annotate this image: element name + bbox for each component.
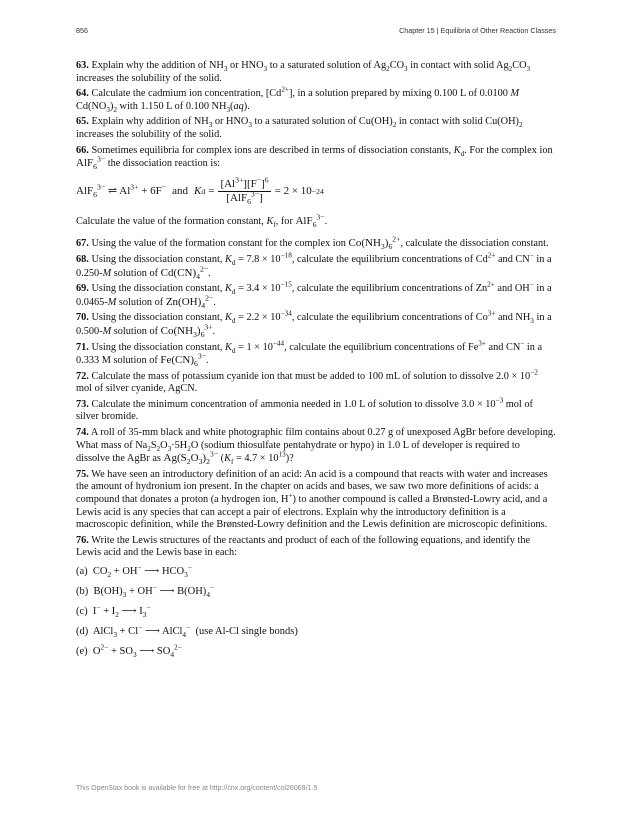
chapter-title: Chapter 15 | Equilibria of Other Reaction Classes: [399, 26, 556, 35]
page-header: [76, 26, 556, 40]
problem-75: 75. We have seen an introductory definition of an acid: An acid is a compound that reacts with water and increases the amount of hydronium ion present. In the chapter on acids and bases, we saw two more definitions of acids: a compound that donates a proton (a hydrogen ion, H+) to another compound is called a Brønsted-Lowry acid, and a Lewis acid is any species that can accept a pair of electrons. Explain why the introductory definition is a macroscopic definition, while the Brønsted-Lowry definition and the Lewis definition are microscopic definitions.: [76, 468, 548, 531]
lewis-c: (c) $I^- + I_2$ ⟶ $I_3^-$: [76, 602, 151, 620]
problem-73: 73. Calculate the minimum concentration of ammonia needed in 1.0 L of solution to dissolve $3.0 \times 10^{-3}$ mol of silver bromide.: [76, 396, 533, 423]
lewis-a: (a) $CO_2 + OH^-$ ⟶ $HCO_3^-$: [76, 562, 192, 580]
kd-fraction: $\frac{[Al^{3+}][F^-]^6}{[AlF_6^{3-}]}$: [220, 175, 269, 207]
problem-66-question: Calculate the value of the formation constant, $K_f$, for AlF$_6^{3-}$.: [76, 212, 328, 229]
problem-71: 71. Using the dissociation constant, $K_d = 1 \times 10^{-44}$, calculate the equilibrium concentrations of $Fe^{3+}$ and CN− in a 0.333 M solution of $Fe(CN)_6^{3-}$.: [76, 339, 543, 369]
problem-64: 64. Calculate the cadmium ion concentration, $[Cd^{2+}]$, in a solution prepared by mixing 0.100 L of 0.0100 M $Cd(NO_3)_2$ with 1.150 L of 0.100 $NH_3(aq)$.: [76, 85, 520, 114]
problem-74: 74. A roll of 35-mm black and white photographic film contains about 0.27 g of unexposed AgBr before developing. What mass of $Na_2S_2O_3\cdot 5H_2O$ (sodium thiosulfate pentahydrate or hypo) in 1.0 L of developer is required to dissolve the AgBr as $Ag(S_2O_3)_2^{3-}$ $(K_f = 4.7 \times 10^{13})$?: [76, 427, 556, 467]
problem-66: 66. Sometimes equilibria for complex ions are described in terms of dissociation constants, $K_d$. For the complex ion AlF$_6^{3-}$ the dissociation reaction is:: [76, 144, 553, 172]
lewis-e: (e) $O^{2-} + SO_3$ ⟶ $SO_4^{2-}$: [76, 642, 182, 660]
lewis-d: (d) AlCl$_3$ + Cl− ⟶ AlCl$_4$− (use Al-Cl single bonds): [76, 622, 298, 640]
dissociation-equation: AlF$_6^{3-}$ ⇌ $Al^{3+} + 6F^-$ and K d = $\frac{[Al^{3+}][F^-]^6}{[AlF_6^{3-}]}$ = 2 × 10 −24: [76, 175, 324, 207]
problem-67: 67. Using the value of the formation constant for the complex ion $Co(NH_3)_6^{2+}$, calculate the dissociation constant.: [76, 234, 549, 252]
problem-list: [76, 60, 556, 662]
problem-76: 76. Write the Lewis structures of the reactants and product of each of the following equations, and identify the Lewis acid and the Lewis base in each:: [76, 534, 531, 559]
problem-68: 68. Using the dissociation constant, $K_d = 7.8 \times 10^{-18}$, calculate the equilibrium concentrations of $Cd^{2+}$ and CN− in a 0.250-M solution of $Cd(CN)_4^{2-}$.: [76, 251, 552, 281]
lewis-b: (b) $B(OH)_3 + OH^-$ ⟶ $B(OH)_4^-$: [76, 582, 215, 600]
problem-72: 72. Calculate the mass of potassium cyanide ion that must be added to 100 mL of solution to dissolve $2.0 \times 10^{-2}$ mol of silver cyanide, AgCN.: [76, 368, 538, 395]
problem-63: 63. Explain why the addition of $NH_3$ or $HNO_3$ to a saturated solution of $Ag_2CO_3$ in contact with solid $Ag_2CO_3$ increases the solubility of the solid.: [76, 60, 531, 84]
problem-69: 69. Using the dissociation constant, $K_d = 3.4 \times 10^{-15}$, calculate the equilibrium concentrations of $Zn^{2+}$ and OH− in a 0.0465-M solution of $Zn(OH)_4^{2-}$.: [76, 280, 552, 310]
problem-65: 65. Explain why addition of $NH_3$ or $HNO_3$ to a saturated solution of $Cu(OH)_2$ in contact with solid $Cu(OH)_2$ increases the solubility of the solid.: [76, 116, 523, 140]
problem-70: 70. Using the dissociation constant, $K_d = 2.2 \times 10^{-34}$, calculate the equilibrium concentrations of $Co^{3+}$ and $NH_3$ in a 0.500-M solution of $Co(NH_3)_6^{3+}$.: [76, 309, 552, 340]
page-footer: This OpenStax book is available for free at http://cnx.org/content/col26069/1.5: [76, 785, 318, 792]
page-number: 856: [76, 26, 88, 35]
